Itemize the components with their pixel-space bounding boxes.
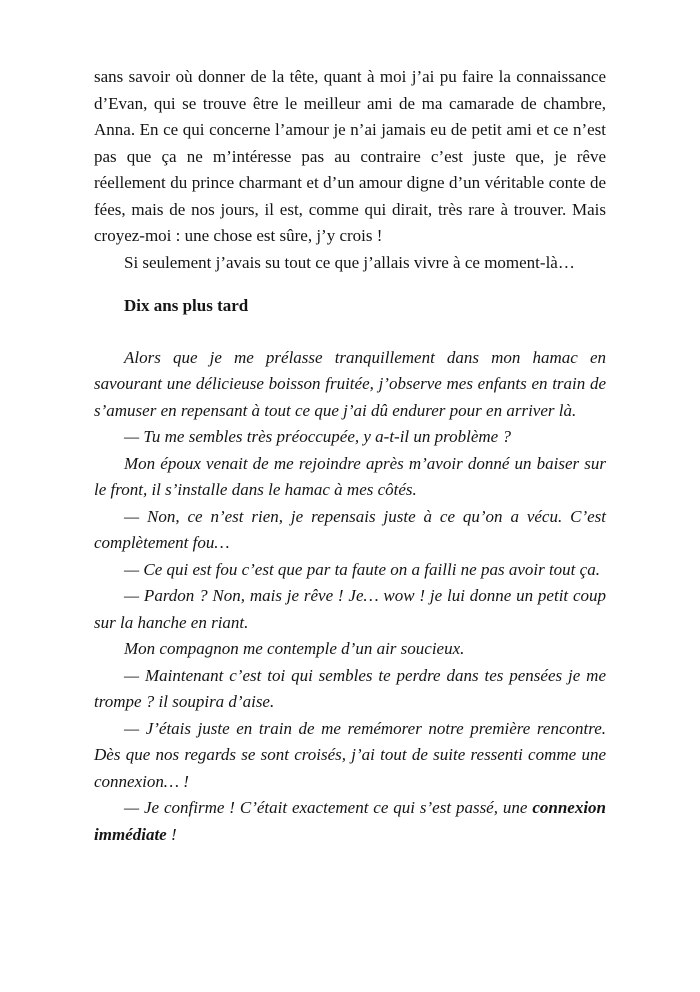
text-segment: — Je confirme ! C’était exactement ce qui s’est passé, une: [124, 798, 533, 817]
paragraph: [94, 795, 606, 848]
paragraph: [94, 345, 606, 425]
paragraph: [94, 504, 606, 557]
paragraph: [94, 250, 606, 277]
paragraph: [94, 583, 606, 636]
paragraph: [94, 451, 606, 504]
text-segment: — Ce qui est fou c’est que par ta faute on a failli ne pas avoir tout ça.: [124, 559, 600, 579]
text-segment: Alors que je me prélasse tranquillement dans mon hamac en savourant une délicieuse boisson fruitée, j’observe mes enfants en train de s’amuser en repensant à tout ce que j’ai dû endurer pour en arriver là.: [94, 347, 606, 420]
bold-text-segment: Dix ans plus tard: [124, 296, 249, 315]
page-body: [94, 64, 606, 848]
paragraph: [94, 663, 606, 716]
paragraph: [94, 64, 606, 250]
paragraph: [94, 424, 606, 451]
paragraph: [94, 716, 606, 796]
text-segment: sans savoir où donner de la tête, quant à moi j’ai pu faire la connaissance d’Evan, qui se trouve être le meilleur ami de ma camarade de chambre, Anna. En ce qui concerne l’amour je n’ai jamais eu de petit ami et ce n’est pas que ça ne m’intéresse pas au contraire c’est juste que, je rêve réellement du prince charmant et d’un amour digne d’un véritable conte de fées, mais de nos jours, il est, comme qui dirait, très rare à trouver. Mais croyez-moi : une chose est sûre, j’y crois !: [94, 67, 606, 245]
text-segment: — Maintenant c’est toi qui sembles te perdre dans tes pensées je me trompe ? il soupira d’aise.: [94, 665, 606, 711]
paragraph: [94, 557, 606, 584]
text-segment: — Pardon ? Non, mais je rêve ! Je… wow ! je lui donne un petit coup sur la hanche en riant.: [94, 586, 606, 632]
text-segment: — Tu me sembles très préoccupée, y a-t-il un problème ?: [124, 427, 511, 446]
section-heading: [94, 293, 606, 320]
text-segment: — Non, ce n’est rien, je repensais juste à ce qu’on a vécu. C’est complètement fou…: [94, 506, 606, 552]
text-segment: — J’étais juste en train de me remémorer notre première rencontre. Dès que nos regards se sont croisés, j’ai tout de suite ressenti comme une connexion… !: [94, 718, 606, 791]
text-segment: Si seulement j’avais su tout ce que j’allais vivre à ce moment-là…: [124, 252, 575, 272]
bold-text-segment: connexion immédiate: [94, 798, 606, 844]
text-segment: !: [166, 824, 177, 844]
text-segment: Mon compagnon me contemple d’un air soucieux.: [124, 639, 465, 658]
paragraph: [94, 636, 606, 663]
text-segment: Mon époux venait de me rejoindre après m’avoir donné un baiser sur le front, il s’installe dans le hamac à mes côtés.: [94, 453, 606, 499]
